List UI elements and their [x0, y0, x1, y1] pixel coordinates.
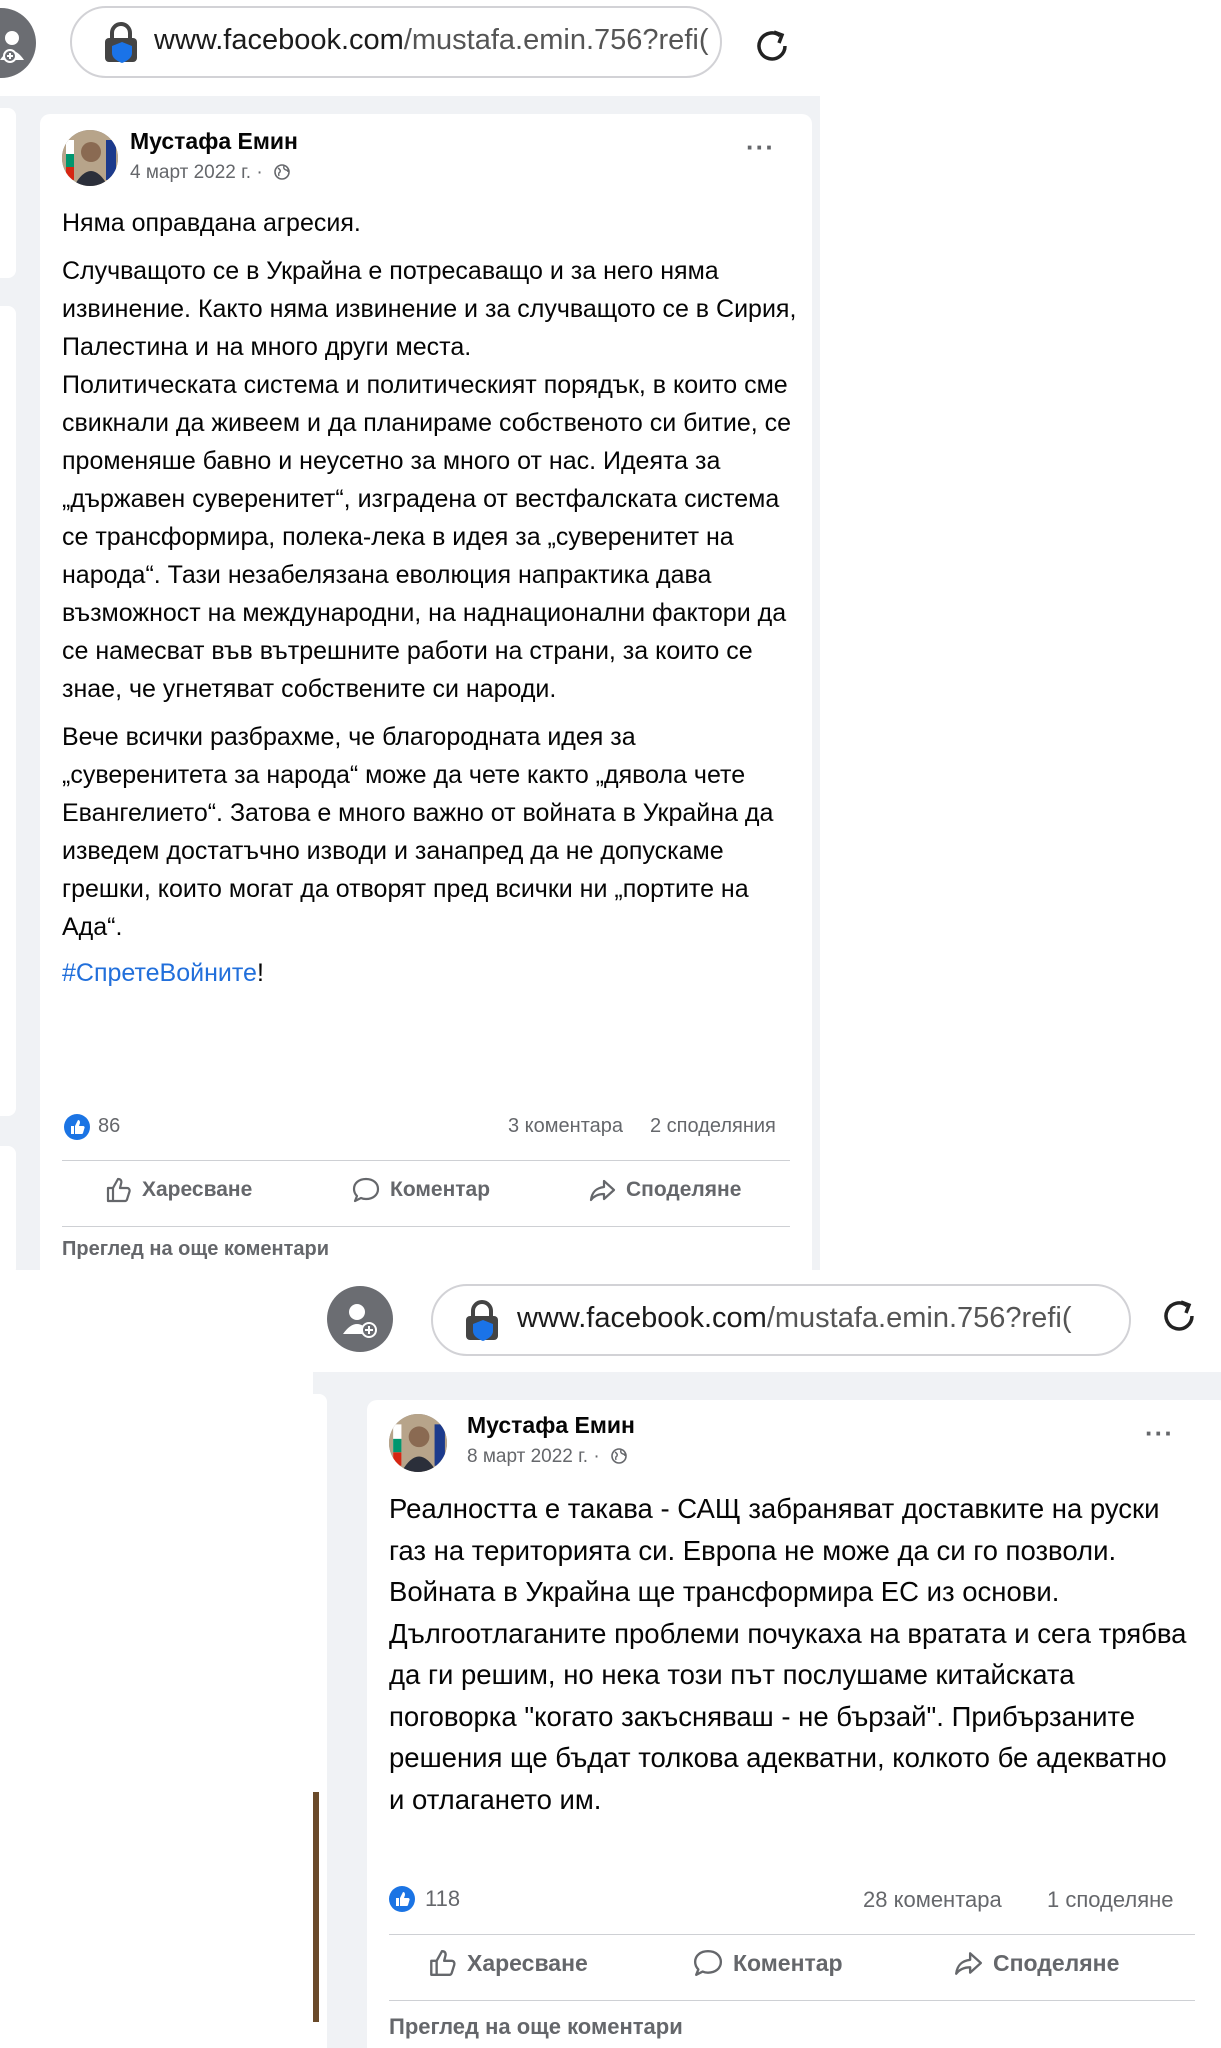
share-count[interactable]: 1 споделяне	[1047, 1887, 1174, 1912]
url-domain: www.facebook.com	[517, 1302, 767, 1334]
like-label: Харесване	[467, 1949, 588, 1976]
avatar-image	[389, 1414, 447, 1472]
more-comments-link[interactable]: Преглед на още коментари	[62, 1238, 330, 1260]
reload-icon[interactable]	[752, 26, 792, 66]
address-bar[interactable]	[70, 6, 722, 78]
globe-icon	[611, 1448, 627, 1464]
divider	[62, 1226, 790, 1227]
post-paragraph: Реалността е такава - САЩ забраняват доставките на руски газ на територията си. Европа не може да си го позволи. Войната в Украйна ще трансформира ЕС из основи. Дългоотлаганите проблеми почукаха на вратата и сега трябва да ги решим, но нека този път послушаме китайската поговорка "когато закъсняваш - не бързай". Прибързаните решения ще бъдат толкова адекватни, колкото бе адекватно и отлагането им.	[389, 1493, 1187, 1815]
left-column-card	[0, 1146, 16, 1270]
url-path: /mustafa.emin.756?refi(	[403, 24, 709, 56]
share-count[interactable]: 2 споделяния	[650, 1115, 776, 1137]
post-actions	[367, 1948, 1221, 1986]
divider	[62, 1160, 790, 1161]
share-icon	[953, 1948, 983, 1978]
left-column-image-edge	[313, 1792, 319, 2022]
hashtag-link[interactable]: #СпретеВойните	[62, 959, 257, 987]
like-button[interactable]	[104, 1176, 252, 1204]
comment-label: Коментар	[733, 1949, 843, 1976]
comment-count[interactable]: 3 коментара	[508, 1115, 623, 1137]
comment-button[interactable]	[352, 1176, 490, 1204]
share-button[interactable]	[588, 1176, 741, 1204]
post-date[interactable]: 8 март 2022 г. ·	[467, 1446, 600, 1467]
left-column-card	[0, 306, 16, 1116]
like-label: Харесване	[142, 1178, 253, 1201]
lock-icon	[463, 1300, 501, 1342]
post-author[interactable]: Мустафа Емин	[130, 128, 298, 154]
more-icon: ···	[1145, 1418, 1174, 1448]
post-body	[62, 204, 802, 992]
add-friend-icon	[327, 1286, 393, 1352]
comment-icon	[693, 1948, 723, 1978]
post-date[interactable]: 4 март 2022 г. ·	[130, 162, 263, 183]
url-path: /mustafa.emin.756?refi(	[766, 1302, 1072, 1334]
screenshot-post-2	[313, 1280, 1221, 2048]
post-card-2	[367, 1400, 1221, 2048]
comment-count[interactable]: 28 коментара	[863, 1887, 1002, 1912]
post-date-line	[467, 1446, 627, 1468]
share-label: Споделяне	[993, 1949, 1120, 1976]
comment-button[interactable]	[693, 1948, 843, 1978]
reload-icon[interactable]	[1159, 1296, 1199, 1336]
url-domain: www.facebook.com	[154, 24, 404, 56]
like-icon	[427, 1948, 457, 1978]
post-actions	[40, 1176, 812, 1212]
more-icon: ···	[746, 132, 775, 162]
comment-label: Коментар	[390, 1178, 491, 1201]
thumbs-up-reaction-icon	[389, 1886, 415, 1912]
screenshot-post-1	[0, 0, 820, 1270]
add-friend-button[interactable]	[327, 1286, 393, 1352]
left-column-card	[0, 108, 16, 278]
post-card-1	[40, 114, 812, 1270]
url-text	[517, 1302, 1071, 1335]
share-button[interactable]	[953, 1948, 1119, 1978]
avatar[interactable]	[62, 130, 118, 186]
more-options-button[interactable]	[1145, 1418, 1174, 1449]
reaction-count[interactable]: 86	[98, 1115, 121, 1137]
avatar-image	[62, 130, 118, 186]
globe-icon	[274, 164, 290, 180]
lock-icon	[102, 22, 140, 64]
more-comments-link[interactable]: Преглед на още коментари	[389, 2014, 683, 2039]
hashtag-line	[62, 954, 802, 992]
reaction-counts	[367, 1886, 1221, 1916]
more-options-button[interactable]	[746, 132, 775, 163]
post-date-line	[130, 162, 290, 184]
url-text	[154, 24, 708, 57]
post-author[interactable]: Мустафа Емин	[467, 1412, 635, 1438]
share-label: Споделяне	[626, 1178, 742, 1201]
browser-toolbar	[313, 1280, 1221, 1372]
add-friend-icon	[0, 8, 36, 78]
share-icon	[588, 1176, 616, 1204]
reaction-counts	[40, 1114, 812, 1144]
divider	[389, 2000, 1195, 2001]
browser-toolbar	[0, 0, 820, 96]
feed-background	[0, 96, 820, 1270]
divider	[389, 1934, 1195, 1935]
post-body	[389, 1488, 1189, 1820]
like-button[interactable]	[427, 1948, 588, 1978]
like-icon	[104, 1176, 132, 1204]
add-friend-button[interactable]	[0, 8, 36, 78]
comment-icon	[352, 1176, 380, 1204]
feed-background	[313, 1372, 1221, 2048]
thumbs-up-reaction-icon	[64, 1114, 90, 1140]
post-paragraph: Няма оправдана агресия.	[62, 209, 361, 237]
hashtag-suffix: !	[256, 959, 264, 987]
avatar[interactable]	[389, 1414, 447, 1472]
address-bar[interactable]	[431, 1284, 1131, 1356]
post-paragraph: Случващото се в Украйна е потресаващо и за него няма извинение. Както няма извинение и за случващото се в Сирия, Палестина и на много други места. Политическата система и политическият порядък, в които сме свикнали да живеем и да планираме собственото си битие, се променяше бавно и неусетно за много от нас. Идеята за „държавен суверенитет“, изградена от вестфалската система се трансформира, полека-лека в идея за „суверенитет на народа“. Тази незабелязана еволюция напрактика дава възможност на международни, на наднационални фактори да се намесват във вътрешните работи на страни, за които се знае, че угнетяват собствените си народи.	[62, 257, 797, 703]
post-paragraph: Вече всички разбрахме, че благородната идея за „суверенитета за народа“ може да чете както „дявола чете Евангелието“. Затова е много важно от войната в Украйна да изведем достатъчно изводи и занапред да не допускаме грешки, които могат да отворят пред всички ни „портите на Ада“.	[62, 723, 774, 941]
reaction-count[interactable]: 118	[425, 1886, 461, 1911]
